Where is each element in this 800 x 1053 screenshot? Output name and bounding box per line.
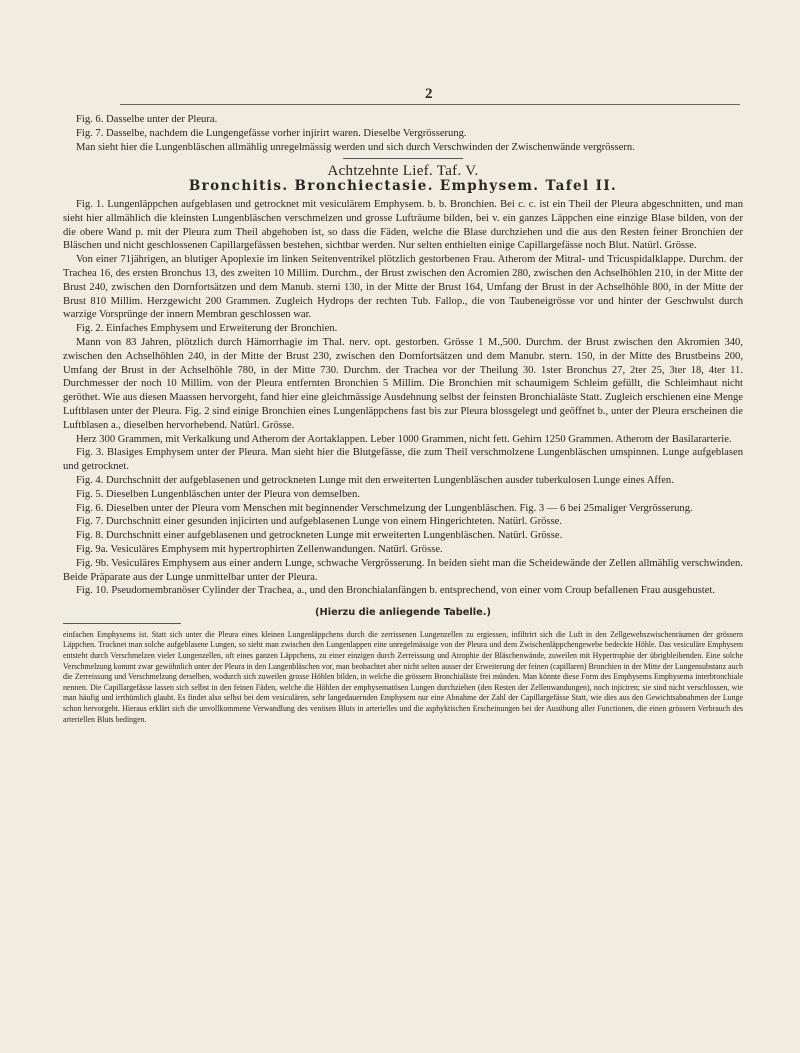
header-rule [120,104,740,105]
section-divider [343,158,463,159]
fig1-description: Fig. 1. Lungenläppchen aufgeblasen und getrocknet mit vesiculärem Emphysem. b. b. Bronchien. Bei c. c. ist ein Theil der Pleura abgeschnitten, und man sieht hier allmählich die kleinsten Lungenbläschen verschmelzen und grosse Lufträume bilden, bei v. ein ganzes Läppchen eine einzige Blase bilden, von der die obere Wand p. mit der Pleura zum Theil abgehoben ist, so dass die Fäden, welche die Blase durchziehen und die aus den Resten feiner Bronchien der Bläschen und nicht geschlossenen Capillargefässen bestehen, sichtbar werden. Nur selten enthielten einige Capillargefässe noch Blut. Natürl. Grösse. [63,198,743,252]
fig8-description: Fig. 8. Durchschnitt einer aufgeblasenen und getrockneten Lunge mit erweiterten Lungenbläschen. Natürl. Grösse. [76,530,563,542]
fig9a-description: Fig. 9a. Vesiculäres Emphysem mit hypertrophirten Zellenwandungen. Natürl. Grösse. [76,543,443,555]
fig2-organs: Herz 300 Grammen, mit Verkalkung und Atherom der Aortaklappen. Leber 1000 Grammen, nicht fett. Gehirn 1250 Grammen. Atherom der Basilararterie. [76,433,732,445]
fig3-description: Fig. 3. Blasiges Emphysem unter der Pleura. Man sieht hier die Blutgefässe, die zum Theil verschmolzene Lungenbläschen umspinnen. Lunge aufgeblasen und getrocknet. [63,447,743,473]
fig7-description: Fig. 7. Durchschnitt einer gesunden injicirten und aufgeblasenen Lunge von einem Hingerichteten. Natürl. Grösse. [76,516,562,528]
section-title: Bronchitis. Bronchiectasie. Emphysem. Tafel II. [188,178,618,195]
intro-fig7: Fig. 7. Dasselbe, nachdem die Lungengefässe vorher injirirt waren. Dieselbe Vergrösserung. [76,127,467,139]
fig6-description: Fig. 6. Dieselben unter der Pleura vom Menschen mit beginnender Verschmelzung der Lungenbläschen. Fig. 3 — 6 bei 25maliger Vergrösserung. [76,502,693,514]
fig2-case: Mann von 83 Jahren, plötzlich durch Hämorrhagie im Thal. nerv. opt. gestorben. Grösse 1 M.,500. Durchm. der Brust zwischen den Akromien 340, zwischen den Achselhöhlen 240, in der Mitte der Brust 230, zwischen den Dornfortsätzen und dem Manubr. stern. 150, in der Mitte des Brustbeins 200, Umfang der Brust in der Achselhöhle 780, in der Mitte 730. Durchm. der Trachea vor der Theilung 30. 1ster Bronchus 27, 2ter 25, 3ter 18, 4ter 11. Durchmesser der noch 10 Millim. von der Pleura entfernten Bronchien 5 Millim. Die Bronchien mit schaumigem Schleim gefüllt, die Schleimhaut nicht geröthet. Wie aus diesen Maassen hervorgeht, fand hier eine gleichmässige Ausdehnung selbst der feinsten Bronchialäste Statt. Zugleich erschienen eine Menge Luftblasen unter der Pleura. Fig. 2 sind einige Bronchien eines Lungenläppchens fast bis zur Pleura blossgelegt und geöffnet b., unter der Pleura erscheinen die Luftblasen a., dieselben hervorhebend. Natürl. Grösse. [63,336,743,431]
fig10-description: Fig. 10. Pseudomembranöser Cylinder der Trachea, a., und den Bronchialanfängen b. entsprechend, von einer vom Croup befallenen Frau ausgehustet. [76,585,715,597]
fig2-title: Fig. 2. Einfaches Emphysem und Erweiterung der Bronchien. [76,323,338,335]
fig9b-description: Fig. 9b. Vesiculäres Emphysem aus einer andern Lunge, schwache Vergrösserung. In beiden sieht man die Scheidewände der Zellen allmählig verschwinden. Beide Präparate aus der Lunge unmittelbar unter der Pleura. [63,557,743,583]
page-number: 2 [425,86,433,102]
fig5-description: Fig. 5. Dieselben Lungenbläschen unter der Pleura von demselben. [76,488,360,500]
footnote: einfachen Emphysems ist. Statt sich unter die Pleura eines kleinen Lungenläppchens durch die zerrissenen Lungenzellen zu ergiessen, infiltrirt sich die Luft in den Zellgewebszwischenräumen der grössern Läppchen. Trocknet man solche aufgeblasene Lungen, so sieht man zwischen den Lungenlappen eine unregelmässige von der Pleura und dem Zwischenläppchengewebe bedeckte Höhle. Das vesiculäre Emphysem entsteht durch Verschmelzen vieler Lungenzellen, oft eines ganzen Läppchens, zu einer einzigen durch Zerreissung und Atrophie der Bläschenwände, zuweilen mit Hypertrophie der übrigbleibenden. Eine solche Verschmelzung kommt zwar gewöhnlich unter der Pleura in den Lungenbläschen vor, man beobachtet aber nicht selten ausser der Erweiterung der feinen (capillaren) Bronchien in der Mitte der Lungensubstanz auch die Zerreissung und Verschmelzung derselben, wodurch sich zuweilen grosse Höhlen bilden, in welche die grössern Bronchialäste frei münden. Man könnte diese Form des Emphysems Emphysema interbronchiale nennen. Die Capillargefässe lassen sich selbst in den feinen Fäden, welche die Höhlen der emphysematösen Lungen durchziehen (den Resten der Zellenwandungen), noch injiciren; sie sind nicht verschlossen, wie man häufig und irrthümlich glaubt. Es findet also selbst bei dem vesiculären, sehr langedauernden Emphysem nur eine Abnahme der Zahl der Capillargefässe Statt, wie dies aus den Gewichtsabnahmen der Lunge schon hervorgeht. Hieraus erklärt sich die unvollkommene Verwandlung des venösen Bluts in arterielles und die asphyktischen Erscheinungen bei der Ausübung aller Functionen, die einen grössern Verbrauch des arteriellen Bluts bedingen. [63,629,743,724]
lief-title: Achtzehnte Lief. Taf. V. [327,163,479,180]
body-text [63,113,743,725]
intro-fig6: Fig. 6. Dasselbe unter der Pleura. [76,114,218,125]
table-note: (Hierzu die anliegende Tabelle.) [315,607,491,619]
footnote-rule [63,623,181,624]
intro-paragraph: Man sieht hier die Lungenbläschen allmählig unregelmässig werden und sich durch Verschwinden der Zwischenwände vergrössern. [76,141,635,153]
fig4-description: Fig. 4. Durchschnitt der aufgeblasenen und getrockneten Lunge mit den erweiterten Lungenbläschen ausder tuberkulosen Lunge eines Affen. [76,474,674,486]
fig1-case: Von einer 71jährigen, an blutiger Apoplexie im linken Seitenventrikel plötzlich gestorbenen Frau. Atherom der Mitral- und Tricuspidalklappe. Durchm. der Trachea 16, des ersten Bronchus 13, des zweiten 10 Millim. Durchm., der Brust zwischen den Acromien 280, zwischen den Achselhöhlen 210, in der Mitte der Brust 240, zwischen den Dornfortsätzen und dem Manub. sterni 130, in der Mitte der Brust 164, Umfang der Brust in der Achselhöhle 800, in der Mitte der Brust 810 Millim. Herzgewicht 200 Grammen. Zugleich Hydrops der rechten Tub. Fallop., die von Taubeneigrösse vor und hinter der Geschwulst durch warzige Vorsprünge der innern Membran geschlossen war. [63,254,743,321]
